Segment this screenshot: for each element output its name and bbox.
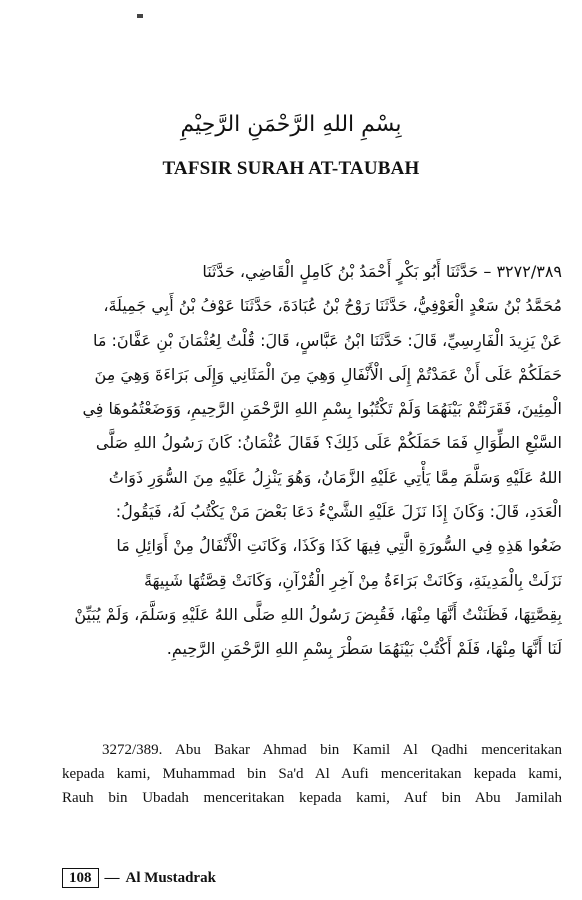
translation-line: Rauh bin Ubadah menceritakan kepada kami, Auf bin Abu Jamilah: [62, 790, 562, 806]
page-corner-mark: [137, 14, 143, 18]
surah-title: TAFSIR SURAH AT-TAUBAH: [162, 158, 420, 179]
indonesian-translation: [62, 738, 562, 810]
arabic-line: مُحَمَّدُ بْنُ سَعْدٍ الْعَوْفِيُّ، حَدَّثَنَا رَوْحُ بْنُ عُبَادَةَ، حَدَّثَنَا عَوْفُ بْنُ أَبِي جَمِيلَةَ،: [103, 296, 562, 316]
page-footer: [62, 868, 216, 888]
arabic-line: نَزَلَتْ بِالْمَدِينَةِ، وَكَانَتْ بَرَاءَةُ مِنْ آخِرِ الْقُرْآنِ، وَكَانَتْ قِصَّتُهَا شَبِيهَةً: [143, 570, 562, 590]
arabic-line: الْعَدَدِ، قَالَ: وَكَانَ إِذَا نَزَلَ عَلَيْهِ الشَّيْءُ دَعَا بَعْضَ مَنْ يَكْتُبُ لَهُ، فَيَقُولُ:: [115, 502, 562, 522]
arabic-line: الْمِئِينَ، فَقَرَنْتُمْ بَيْنَهُمَا وَلَمْ تَكْتُبُوا بِسْمِ اللهِ الرَّحْمَنِ الرَّحِيمِ، وَوَضَعْتُمُوهَا فِي: [82, 399, 562, 419]
arabic-line: لَنَا أَنَّهَا مِنْهَا، فَلَمْ أَكْتُبْ بَيْنَهُمَا سَطْرَ بِسْمِ اللهِ الرَّحْمَنِ الرَّحِيمِ.: [166, 639, 562, 659]
arabic-line: السَّبْعِ الطِّوَالِ فَمَا حَمَلَكُمْ عَلَى ذَلِكَ؟ فَقَالَ عُثْمَانُ: كَانَ رَسُولُ اللهِ صَلَّى: [95, 433, 562, 453]
arabic-line: اللهُ عَلَيْهِ وَسَلَّمَ مِمَّا يَأْتِي عَلَيْهِ الزَّمَانُ، وَهُوَ يَنْزِلُ عَلَيْهِ مِنَ السُّوَرِ ذَوَاتُ: [108, 467, 562, 487]
arabic-line: بِقِصَّتِهَا، فَظَنَنْتُ أَنَّهَا مِنْهَا، فَقُبِضَ رَسُولُ اللهِ صَلَّى اللهُ عَلَيْهِ وَسَلَّمَ، وَلَمْ يُبَيِّنْ: [74, 604, 562, 624]
footer-separator: —: [104, 869, 120, 886]
translation-line: kepada kami, Muhammad bin Sa'd Al Aufi menceritakan kepada kami,: [62, 766, 562, 782]
arabic-line: حَمَلَكُمْ عَلَى أَنْ عَمَدْتُمْ إِلَى الْأَنْفَالِ وَهِيَ مِنَ الْمَثَانِي وَإِلَى بَرَاءَةَ وَهِيَ مِنَ: [94, 364, 562, 384]
arabic-line: ضَعُوا هَذِهِ فِي السُّورَةِ الَّتِي فِيهَا كَذَا وَكَذَا، وَكَانَتِ الْأَنْفَالُ مِنْ أَوَائِلِ مَا: [116, 536, 562, 556]
page-number: 108: [62, 868, 99, 888]
arabic-hadith-text: [62, 255, 562, 667]
book-title: Al Mustadrak: [125, 869, 216, 886]
arabic-line: عَنْ يَزِيدَ الْفَارِسِيِّ، قَالَ: حَدَّثَنَا ابْنُ عَبَّاسٍ، قَالَ: قُلْتُ لِعُثْمَانَ بْنِ عَفَّانَ: مَا: [92, 330, 562, 350]
basmala-heading: بِسْمِ اللهِ الرَّحْمَنِ الرَّحِيْمِ: [180, 112, 402, 137]
arabic-line: ٣٢٧٢/٣٨٩ – حَدَّثَنَا أَبُو بَكْرٍ أَحْمَدُ بْنُ كَامِلٍ الْقَاضِي، حَدَّثَنَا: [202, 262, 562, 281]
translation-line: 3272/389. Abu Bakar Ahmad bin Kamil Al Qadhi menceritakan: [102, 742, 562, 758]
